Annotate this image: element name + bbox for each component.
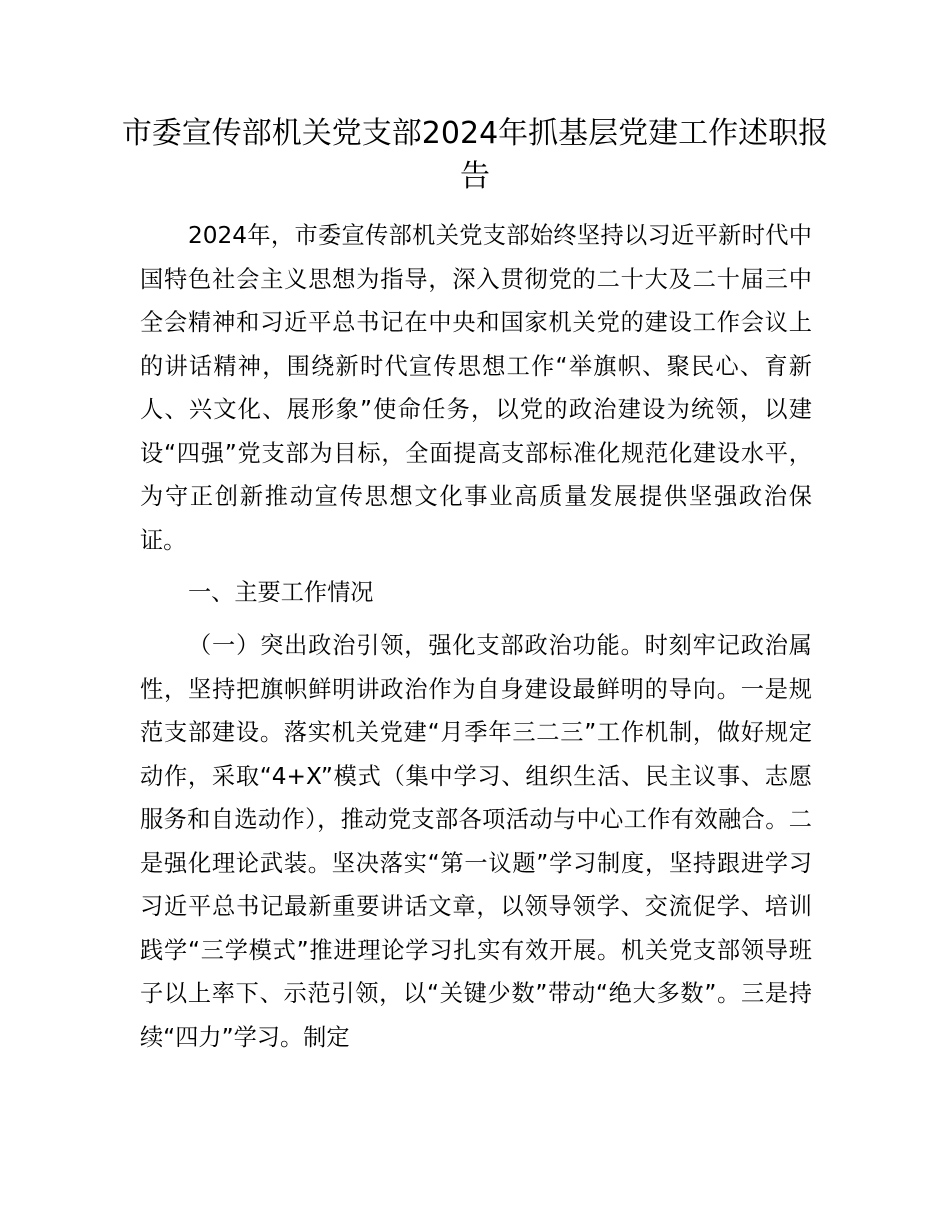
- section-heading: 一、主要工作情况: [188, 579, 374, 606]
- intro-paragraph: 2024年，市委宣传部机关党支部始终坚持以习近平新时代中国特色社会主义思想为指导，深入贯彻党的二十大及二十届三中全会精神和习近平总书记在中央和国家机关党的建设工作会议上的讲话精神，围绕新时代宣传思想工作“举旗帜、聚民心、育新人、兴文化、展形象”使命任务，以党的政治建设为统领，以建设“四强”党支部为目标，全面提高支部标准化规范化建设水平，为守正创新推动宣传思想文化事业高质量发展提供坚强政治保证。: [140, 222, 812, 554]
- document-title: 市委宣传部机关党支部2024年抓基层党建工作述职报告: [121, 116, 829, 194]
- section-paragraph: （一）突出政治引领，强化支部政治功能。时刻牢记政治属性，坚持把旗帜鲜明讲政治作为自身建设最鲜明的导向。一是规范支部建设。落实机关党建“月季年三二三”工作机制，做好规定动作，采取“4+X”模式（集中学习、组织生活、民主议事、志愿服务和自选动作），推动党支部各项活动与中心工作有效融合。二是强化理论武装。坚决落实“第一议题”学习制度，坚持跟进学习习近平总书记最新重要讲话文章，以领导领学、交流促学、培训践学“三学模式”推进理论学习扎实有效开展。机关党支部领导班子以上率下、示范引领，以“关键少数”带动“绝大多数”。三是持续“四力”学习。制定: [140, 632, 812, 1051]
